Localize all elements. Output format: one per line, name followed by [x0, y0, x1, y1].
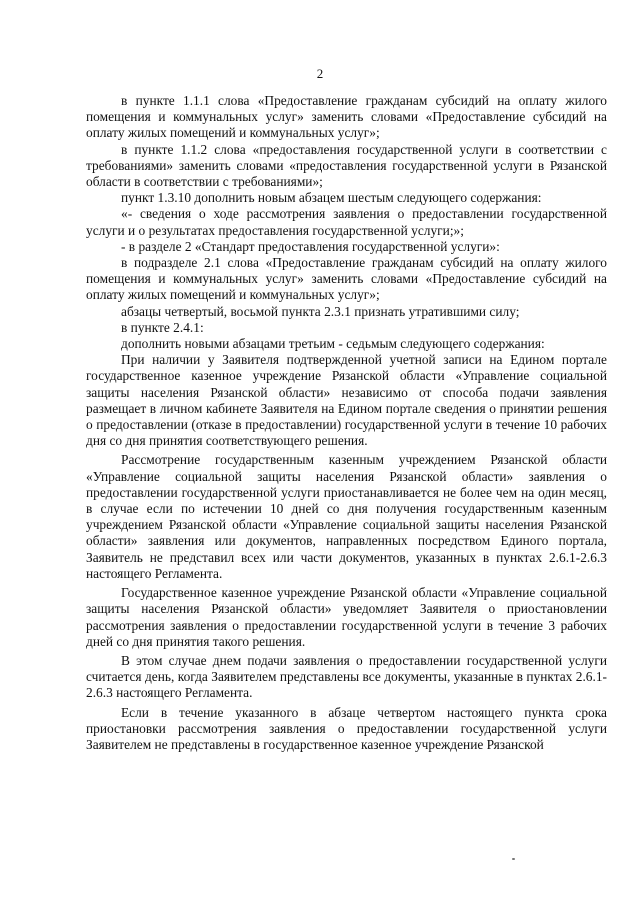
paragraph: «- сведения о ходе рассмотрения заявления о предоставлении государственной услуги и о результатах предоставления государственной услуги;»;	[86, 206, 607, 238]
paragraph: Рассмотрение государственным казенным учреждением Рязанской области «Управление социальной защиты населения Рязанской области» заявления о предоставлении государственной услуги приостанавливается не более чем на один месяц, в случае если по истечении 10 дней со дня получения государственным казенным учреждением Рязанской области «Управление социальной защиты населения Рязанской области» заявления или документов, направленных посредством Единого портала, Заявитель не представил всех или части документов, указанных в пунктах 2.6.1-2.6.3 настоящего Регламента.	[86, 452, 607, 581]
paragraph: в подразделе 2.1 слова «Предоставление гражданам субсидий на оплату жилого помещения и коммунальных услуг» заменить словами «Предоставление субсидий на оплату жилых помещений и коммунальных услуг»;	[86, 255, 607, 303]
scan-speck	[512, 858, 515, 860]
paragraph: абзацы четвертый, восьмой пункта 2.3.1 признать утратившими силу;	[121, 303, 520, 319]
paragraph: Если в течение указанного в абзаце четвертом настоящего пункта срока приостановки рассмотрения заявления о предоставлении государственной услуги Заявителем не представлены в государственное казенное учреждение Рязанской	[86, 704, 607, 752]
document-body	[86, 93, 607, 753]
paragraph: В этом случае днем подачи заявления о предоставлении государственной услуги считается день, когда Заявителем представлены все документы, указанные в пунктах 2.6.1-2.6.3 настоящего Регламента.	[86, 652, 607, 701]
paragraph: в пункте 1.1.1 слова «Предоставление гражданам субсидий на оплату жилого помещения и коммунальных услуг» заменить словами «Предоставление субсидий на оплату жилых помещений и коммунальных услуг»;	[86, 93, 607, 141]
paragraph: - в разделе 2 «Стандарт предоставления государственной услуги»:	[121, 238, 500, 254]
page-number: 2	[316, 66, 324, 81]
paragraph: в пункте 2.4.1:	[121, 319, 204, 335]
paragraph: в пункте 1.1.2 слова «предоставления государственной услуги в соответствии с требованиями» заменить словами «предоставления государственной услуги в Рязанской области в соответствии с требованиями»;	[86, 141, 607, 190]
paragraph: дополнить новыми абзацами третьим - седьмым следующего содержания:	[121, 336, 545, 352]
paragraph: Государственное казенное учреждение Рязанской области «Управление социальной защиты населения Рязанской области» уведомляет Заявителя о приостановлении рассмотрения заявления о предоставлении государственной услуги в течение 3 рабочих дней со дня принятия такого решения.	[86, 585, 607, 649]
paragraph: При наличии у Заявителя подтвержденной учетной записи на Едином портале государственное казенное учреждение Рязанской области «Управление социальной защиты населения Рязанской области» независимо от способа подачи заявления размещает в личном кабинете Заявителя на Едином портале сведения о принятии решения о предоставлении (отказе в предоставлении) государственной услуги в течение 10 рабочих дня со дня принятия соответствующего решения.	[86, 352, 607, 449]
paragraph: пункт 1.3.10 дополнить новым абзацем шестым следующего содержания:	[121, 190, 542, 206]
